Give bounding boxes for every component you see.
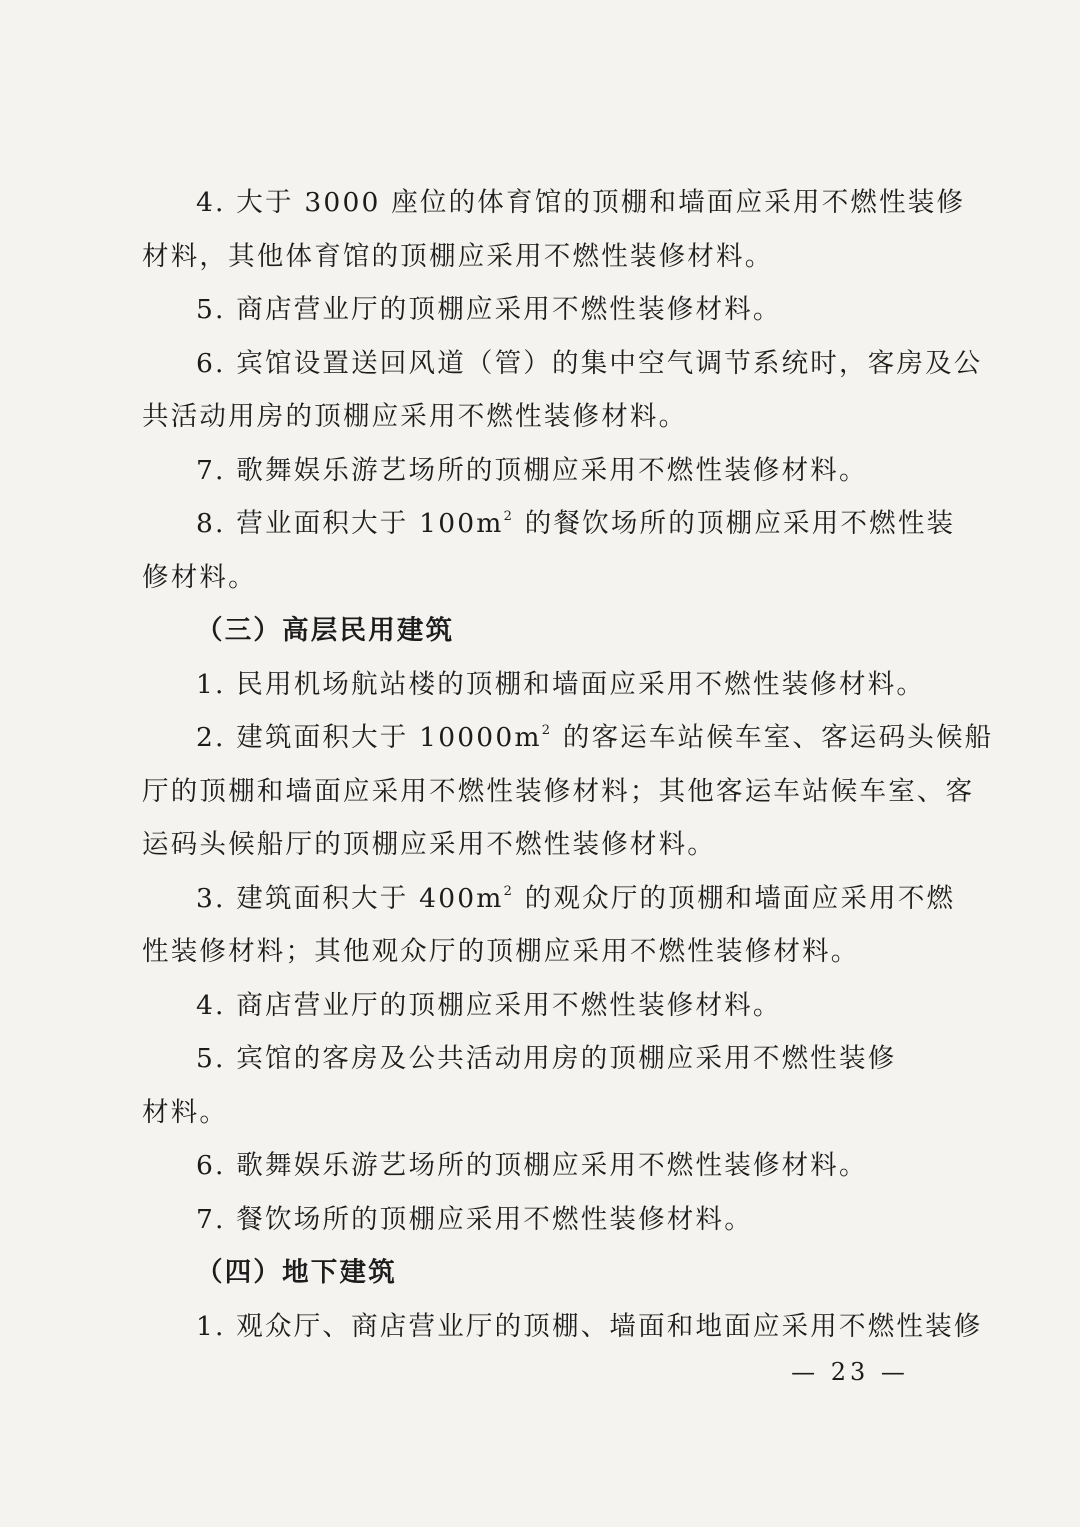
- text-line: 材料。: [142, 1096, 229, 1128]
- section-heading: （四）地下建筑: [196, 1257, 397, 1288]
- text-line: 修材料。: [142, 561, 257, 593]
- page-number: — 23 —: [791, 1358, 909, 1386]
- superscript: 2: [541, 723, 553, 738]
- section-heading: （三）高层民用建筑: [196, 615, 455, 646]
- text-line: 性装修材料；其他观众厅的顶棚应采用不燃性装修材料。: [142, 936, 860, 967]
- text-line: 6. 宾馆设置送回风道（管）的集中空气调节系统时，客房及公: [196, 347, 983, 379]
- text-line: 7. 歌舞娱乐游艺场所的顶棚应采用不燃性装修材料。: [196, 454, 868, 486]
- text-line: 共活动用房的顶棚应采用不燃性装修材料。: [142, 401, 688, 432]
- text-line: 材料，其他体育馆的顶棚应采用不燃性装修材料。: [142, 240, 774, 272]
- text-line: 运码头候船厅的顶棚应采用不燃性装修材料。: [142, 829, 716, 860]
- text-line: 1. 民用机场航站楼的顶棚和墙面应采用不燃性装修材料。: [196, 668, 926, 700]
- text-segment: 的餐饮场所的顶棚应采用不燃性装: [514, 508, 956, 539]
- text-line: 4. 商店营业厅的顶棚应采用不燃性装修材料。: [196, 989, 782, 1021]
- text-line: 厅的顶棚和墙面应采用不燃性装修材料；其他客运车站候车室、客: [142, 775, 975, 807]
- superscript: 2: [503, 509, 515, 524]
- text-line: [142, 872, 956, 926]
- text-segment: 2. 建筑面积大于 10000m: [196, 722, 542, 753]
- text-line: 1. 观众厅、商店营业厅的顶棚、墙面和地面应采用不燃性装修: [196, 1310, 983, 1342]
- text-segment: 的客运车站候车室、客运码头候船: [552, 722, 994, 753]
- text-line: 4. 大于 3000 座位的体育馆的顶棚和墙面应采用不燃性装修: [196, 187, 966, 218]
- text-segment: 8. 营业面积大于 100m: [196, 508, 504, 539]
- text-line: 5. 宾馆的客房及公共活动用房的顶棚应采用不燃性装修: [196, 1043, 897, 1074]
- text-line: [142, 711, 994, 765]
- text-line: 7. 餐饮场所的顶棚应采用不燃性装修材料。: [196, 1203, 753, 1235]
- document-body: [142, 176, 994, 1353]
- text-line: 5. 商店营业厅的顶棚应采用不燃性装修材料。: [196, 294, 782, 325]
- text-line: [142, 497, 956, 551]
- superscript: 2: [503, 883, 515, 899]
- text-line: 6. 歌舞娱乐游艺场所的顶棚应采用不燃性装修材料。: [196, 1150, 868, 1181]
- text-segment: 的观众厅的顶棚和墙面应采用不燃: [514, 882, 956, 914]
- text-segment: 3. 建筑面积大于 400m: [196, 882, 504, 914]
